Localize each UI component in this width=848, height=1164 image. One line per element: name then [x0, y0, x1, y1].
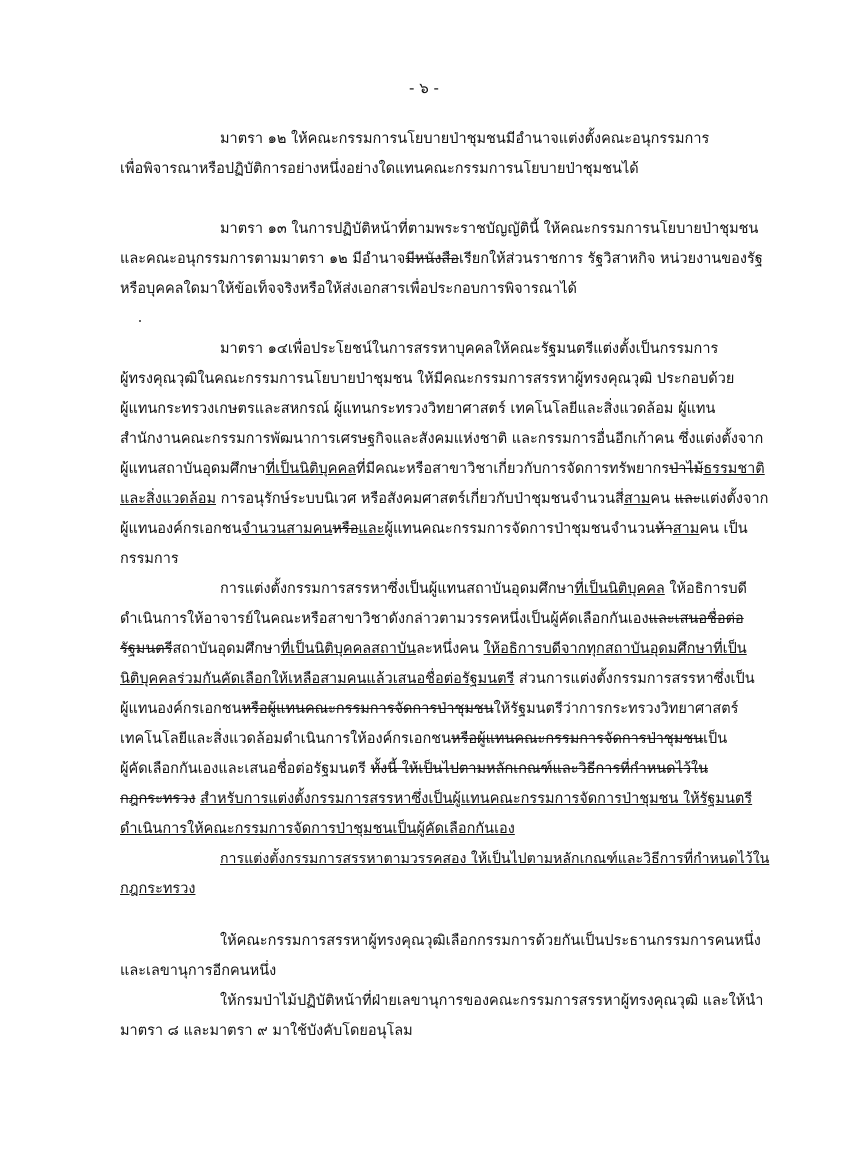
struck-text: ทั้งนี้ ให้เป็นไปตามหลักเกณฑ์และวิธีการที่กำหนดไว้ใน	[370, 761, 709, 777]
inserted-text: และ	[358, 521, 385, 537]
paragraph-gap	[120, 904, 770, 926]
text-run: ส่วนการแต่งตั้งกรรมการสรรหาซึ่งเป็น	[514, 671, 755, 687]
text-line: และเลขานุการอีกคนหนึ่ง	[120, 963, 277, 979]
chair-paragraph	[120, 926, 770, 986]
text-line	[120, 874, 770, 904]
struck-text: ห้า	[655, 521, 673, 537]
inserted-text: ที่เป็นนิติบุคคล	[265, 461, 357, 477]
text-line	[120, 604, 770, 634]
text-run: ผู้แทนคณะกรรมการจัดการป่าชุมชนจำนวน	[384, 521, 656, 537]
struck-text: และ	[674, 491, 701, 507]
inserted-text: ธรรมชาติ	[703, 461, 765, 477]
text-line	[120, 784, 770, 814]
inserted-text: และสิ่งแวดล้อม	[120, 491, 217, 507]
inserted-text: จำนวนสามคน	[241, 521, 333, 537]
text-line: มาตรา ๘ และมาตรา ๙ มาใช้บังคับโดยอนุโลม	[120, 1023, 413, 1039]
section-13-paragraph	[120, 214, 770, 304]
paragraph-gap	[120, 184, 770, 214]
struck-text: หรือ	[332, 521, 359, 537]
text-line: มาตรา ๑๓ ในการปฏิบัติหน้าที่ตามพระราชบัญญัตินี้ ให้คณะกรรมการนโยบายป่าชุมชน	[220, 221, 759, 237]
struck-text: กฎกระทรวง	[120, 791, 196, 807]
text-line: ให้คณะกรรมการสรรหาผู้ทรงคุณวุฒิเลือกกรรมการด้วยกันเป็นประธานกรรมการคนหนึ่ง	[220, 933, 761, 949]
section-14-paragraph	[120, 334, 770, 574]
text-run: และคณะอนุกรรมการตามมาตรา ๑๒ มีอำนาจ	[120, 251, 406, 267]
text-line	[120, 694, 770, 724]
text-run: คน	[650, 491, 675, 507]
text-run: เทคโนโลยีและสิ่งแวดล้อมดำเนินการให้องค์กรเอกชน	[120, 731, 452, 747]
text-run: ผู้แทนองค์กรเอกชน	[120, 701, 242, 717]
text-line	[120, 514, 770, 544]
text-line	[120, 844, 770, 874]
struck-text: หรือผู้แทนคณะกรรมการจัดการป่าชุมชน	[241, 701, 494, 717]
text-line	[120, 634, 770, 664]
text-line	[120, 664, 770, 694]
text-run: แต่งตั้งจาก	[700, 491, 769, 507]
text-run: ผู้คัดเลือกกันเองและเสนอชื่อต่อรัฐมนตรี	[120, 761, 371, 777]
inserted-text: ดำเนินการให้คณะกรรมการจัดการป่าชุมชนเป็นผู้คัดเลือกกันเอง	[120, 821, 515, 837]
inserted-text: ที่เป็นนิติบุคคลสถาบัน	[280, 641, 417, 657]
text-run: การแต่งตั้งกรรมการสรรหาซึ่งเป็นผู้แทนสถาบันอุดมศึกษา	[220, 581, 575, 597]
text-line	[120, 754, 770, 784]
text-line: สำนักงานคณะกรรมการพัฒนาการเศรษฐกิจและสังคมแห่งชาติ และกรรมการอื่นอีกเก้าคน ซึ่งแต่งตั้งจาก	[120, 431, 764, 447]
text-run: คน เป็น	[699, 521, 748, 537]
text-run: การอนุรักษ์ระบบนิเวศ หรือสังคมศาสตร์เกี่ยวกับป่าชุมชนจำนวนสี่	[216, 491, 624, 507]
secretariat-paragraph	[120, 986, 770, 1046]
struck-text: และเสนอชื่อต่อ	[648, 611, 744, 627]
text-run: ผู้แทนสถาบันอุดมศึกษา	[120, 461, 266, 477]
academic-paragraph	[120, 574, 770, 844]
struck-text: มีหนังสือ	[405, 251, 459, 267]
inserted-text: สาม	[672, 521, 700, 537]
struck-text: หรือผู้แทนคณะกรรมการจัดการป่าชุมชน	[451, 731, 704, 747]
inserted-text: กฎกระทรวง	[120, 881, 196, 897]
document-body	[120, 124, 770, 1046]
text-run: ละหนึ่งคน	[416, 641, 484, 657]
text-line: มาตรา ๑๒ ให้คณะกรรมการนโยบายป่าชุมชนมีอำนาจแต่งตั้งคณะอนุกรรมการ	[220, 131, 710, 147]
text-line	[120, 814, 770, 844]
text-run: ผู้แทนองค์กรเอกชน	[120, 521, 242, 537]
text-run: สถาบันอุดมศึกษา	[172, 641, 281, 657]
inserted-text: นิติบุคคลร่วมกันคัดเลือกให้เหลือสามคนแล้วเสนอชื่อต่อรัฐมนตรี	[120, 671, 515, 687]
text-line: ผู้ทรงคุณวุฒิในคณะกรรมการนโยบายป่าชุมชน ให้มีคณะกรรมการสรรหาผู้ทรงคุณวุฒิ ประกอบด้วย	[120, 371, 735, 387]
text-line	[120, 244, 770, 274]
text-line	[120, 484, 770, 514]
text-line: หรือบุคคลใดมาให้ข้อเท็จจริงหรือให้ส่งเอกสารเพื่อประกอบการพิจารณาได้	[120, 281, 577, 297]
page-number: - ๖ -	[409, 79, 439, 97]
text-run: ให้อธิการบดี	[664, 581, 747, 597]
section-12-paragraph	[120, 124, 770, 184]
text-line: มาตรา ๑๔เพื่อประโยชน์ในการสรรหาบุคคลให้คณะรัฐมนตรีแต่งตั้งเป็นกรรมการ	[220, 341, 719, 357]
paragraph-gap	[120, 304, 770, 334]
struck-text: ป่าไม้	[669, 461, 704, 477]
text-run: เรียกให้ส่วนราชการ รัฐวิสาหกิจ หน่วยงานของรัฐ	[458, 251, 763, 267]
inserted-text: สำหรับการแต่งตั้งกรรมการสรรหาซึ่งเป็นผู้แทนคณะกรรมการจัดการป่าชุมชน ให้รัฐมนตรี	[200, 791, 753, 807]
text-line	[120, 724, 770, 754]
struck-text: รัฐมนตรี	[120, 641, 173, 657]
text-line: กรรมการ	[120, 551, 179, 567]
text-run: ให้รัฐมนตรีว่าการกระทรวงวิทยาศาสตร์	[493, 701, 739, 717]
text-run: ที่มีคณะหรือสาขาวิชาเกี่ยวกับการจัดการทรัพยากร	[356, 461, 670, 477]
text-line	[120, 574, 770, 604]
inserted-text: การแต่งตั้งกรรมการสรรหาตามวรรคสอง ให้เป็นไปตามหลักเกณฑ์และวิธีการที่กำหนดไว้ใน	[220, 851, 770, 867]
text-run: เป็น	[703, 731, 728, 747]
inserted-text: ให้อธิการบดีจากทุกสถาบันอุดมศึกษาที่เป็น	[483, 641, 747, 657]
text-line: ให้กรมป่าไม้ปฏิบัติหน้าที่ฝ่ายเลขานุการของคณะกรรมการสรรหาผู้ทรงคุณวุฒิ และให้นำ	[220, 993, 764, 1009]
text-line: ผู้แทนกระทรวงเกษตรและสหกรณ์ ผู้แทนกระทรวงวิทยาศาสตร์ เทคโนโลยีและสิ่งแวดล้อม ผู้แทน	[120, 401, 716, 417]
text-line: เพื่อพิจารณาหรือปฏิบัติการอย่างหนึ่งอย่างใดแทนคณะกรรมการนโยบายป่าชุมชนได้	[120, 161, 639, 177]
inserted-text: ที่เป็นนิติบุคคล	[574, 581, 665, 597]
text-run: ดำเนินการให้อาจารย์ในคณะหรือสาขาวิชาดังกล่าวตามวรรคหนึ่งเป็นผู้คัดเลือกกันเอง	[120, 611, 649, 627]
text-line	[120, 454, 770, 484]
inserted-text: สาม	[623, 491, 651, 507]
rules-paragraph	[120, 844, 770, 904]
